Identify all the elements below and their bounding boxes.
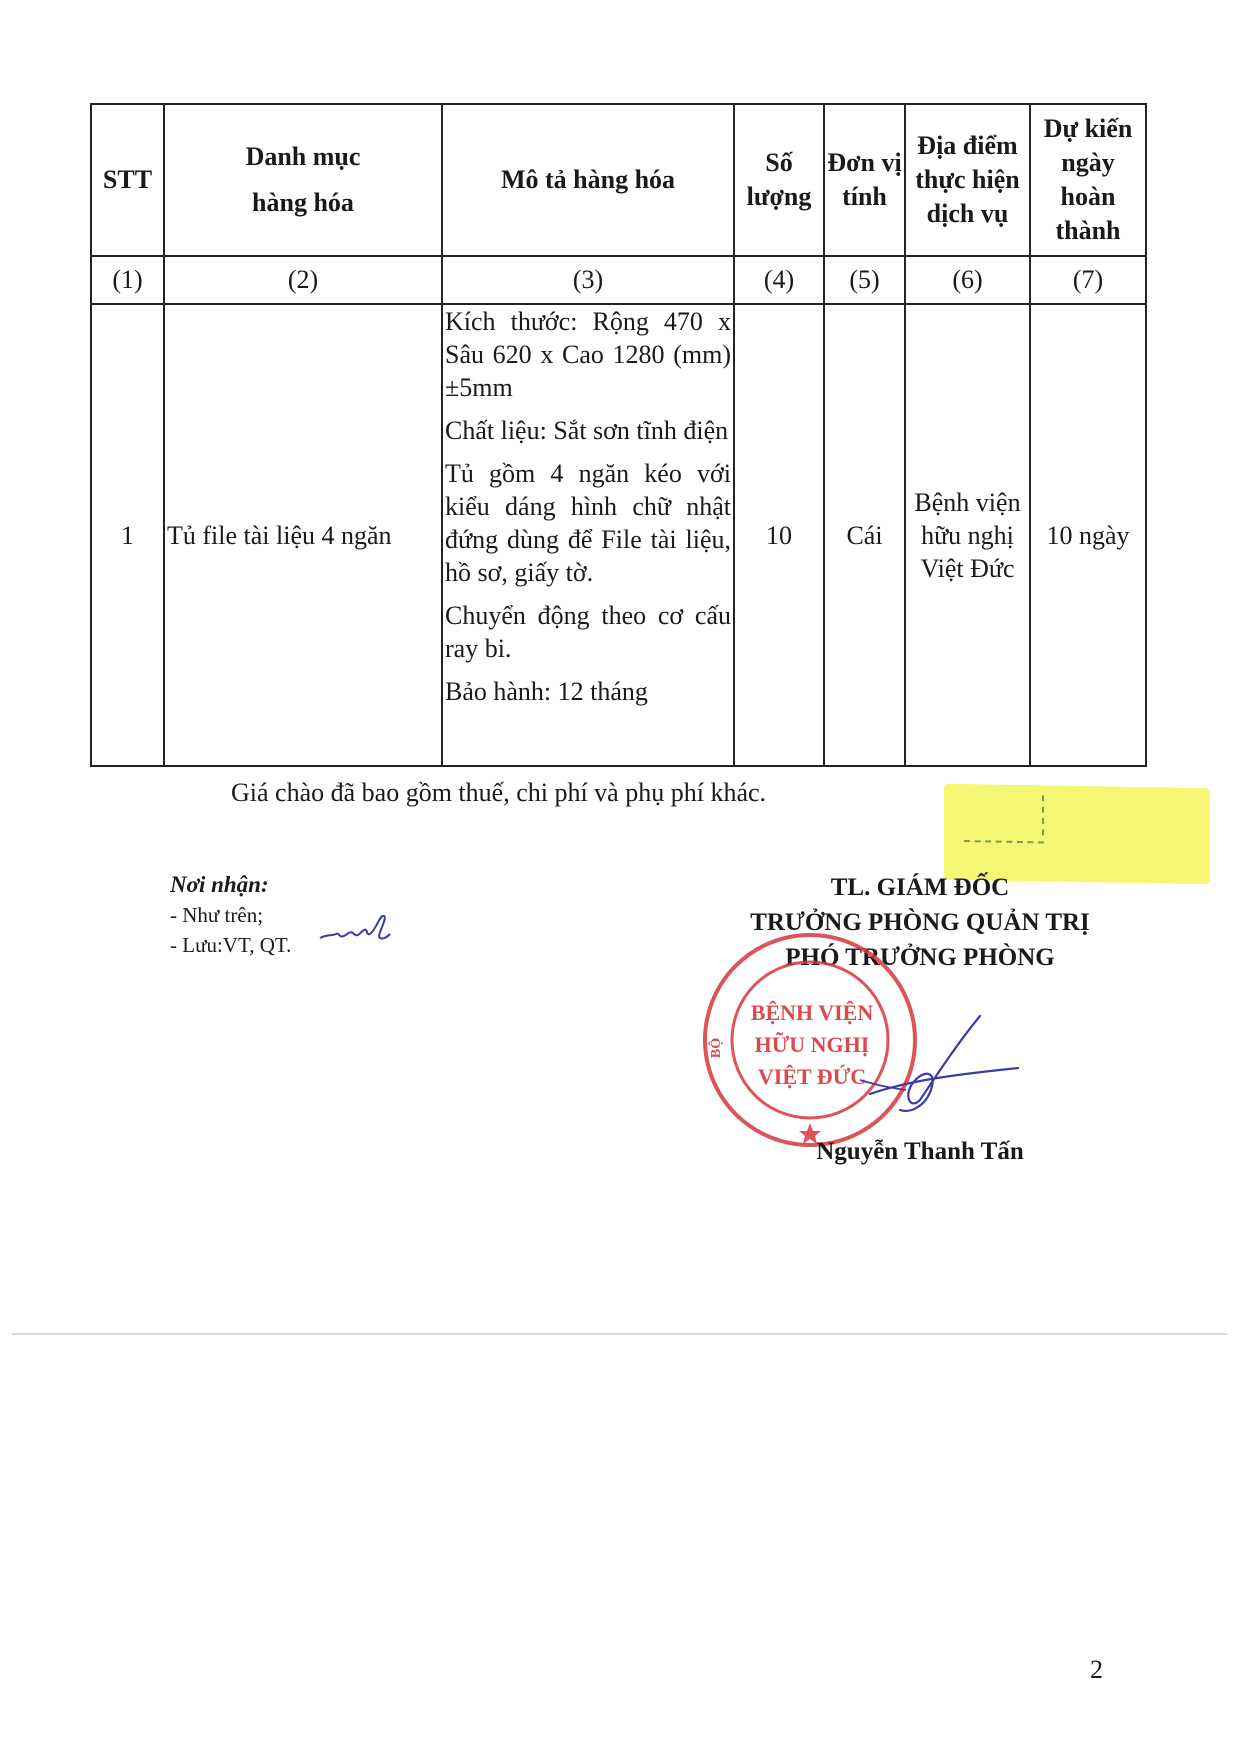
svg-text:VIỆT ĐỨC: VIỆT ĐỨC — [757, 1064, 867, 1089]
svg-text:BỆNH VIỆN: BỆNH VIỆN — [750, 1000, 874, 1025]
table-row — [91, 304, 1146, 766]
goods-table — [90, 103, 1147, 767]
col-number: (6) — [905, 256, 1030, 304]
col-number: (3) — [442, 256, 734, 304]
description-line: Chuyển động theo cơ cấu ray bi. — [445, 601, 731, 663]
header-quantity: Số lượng — [734, 104, 824, 256]
recipient-line: - Lưu:VT, QT. — [170, 933, 292, 957]
col-number: (1) — [91, 256, 164, 304]
cell-completion: 10 ngày — [1030, 304, 1146, 766]
col-number: (7) — [1030, 256, 1146, 304]
column-number-row — [91, 256, 1146, 304]
header-completion: Dự kiến ngày hoàn thành — [1030, 104, 1146, 256]
signature-line2: TRƯỞNG PHÒNG QUẢN TRỊ — [750, 909, 1090, 936]
header-stt: STT — [91, 104, 164, 256]
recipients-block — [170, 870, 291, 960]
initials-scribble — [318, 908, 392, 948]
signature-line3: PHÓ TRƯỞNG PHÒNG — [785, 944, 1055, 971]
header-description: Mô tả hàng hóa — [442, 104, 734, 256]
svg-text:BỘ: BỘ — [709, 1037, 724, 1059]
col-number: (5) — [824, 256, 905, 304]
cell-quantity: 10 — [734, 304, 824, 766]
page-number: 2 — [1090, 1655, 1103, 1684]
recipients-title: Nơi nhận: — [170, 872, 269, 897]
table-header-row — [91, 104, 1146, 256]
cell-description — [442, 304, 734, 766]
description-line: Kích thước: Rộng 470 x Sâu 620 x Cao 1280 (mm) ±5mm — [445, 307, 731, 402]
cell-unit: Cái — [824, 304, 905, 766]
cell-location: Bệnh viện hữu nghị Việt Đức — [905, 304, 1030, 766]
col-number: (2) — [164, 256, 442, 304]
footer-divider — [12, 1333, 1227, 1335]
signature-line1: TL. GIÁM ĐỐC — [830, 874, 1010, 901]
handwritten-signature — [840, 1010, 1020, 1130]
recipient-line: - Như trên; — [170, 903, 264, 927]
header-location: Địa điểm thực hiện dịch vụ — [905, 104, 1030, 256]
col-number: (4) — [734, 256, 824, 304]
description-line: Tủ gồm 4 ngăn kéo với kiểu dáng hình chữ nhật đứng dùng để File tài liệu, hồ sơ, giấy tờ. — [445, 459, 731, 587]
header-unit: Đơn vị tính — [824, 104, 905, 256]
description-line: Bảo hành: 12 tháng — [445, 677, 648, 706]
signer-name: Nguyễn Thanh Tấn — [816, 1138, 1024, 1165]
cell-item: Tủ file tài liệu 4 ngăn — [164, 304, 442, 766]
header-item: Danh mục hàng hóa — [164, 104, 442, 256]
price-note: Giá chào đã bao gồm thuế, chi phí và phụ phí khác. — [231, 778, 767, 807]
svg-text:HỮU NGHỊ: HỮU NGHỊ — [754, 1032, 870, 1057]
description-line: Chất liệu: Sắt sơn tĩnh điện — [445, 416, 729, 445]
cell-stt: 1 — [91, 304, 164, 766]
